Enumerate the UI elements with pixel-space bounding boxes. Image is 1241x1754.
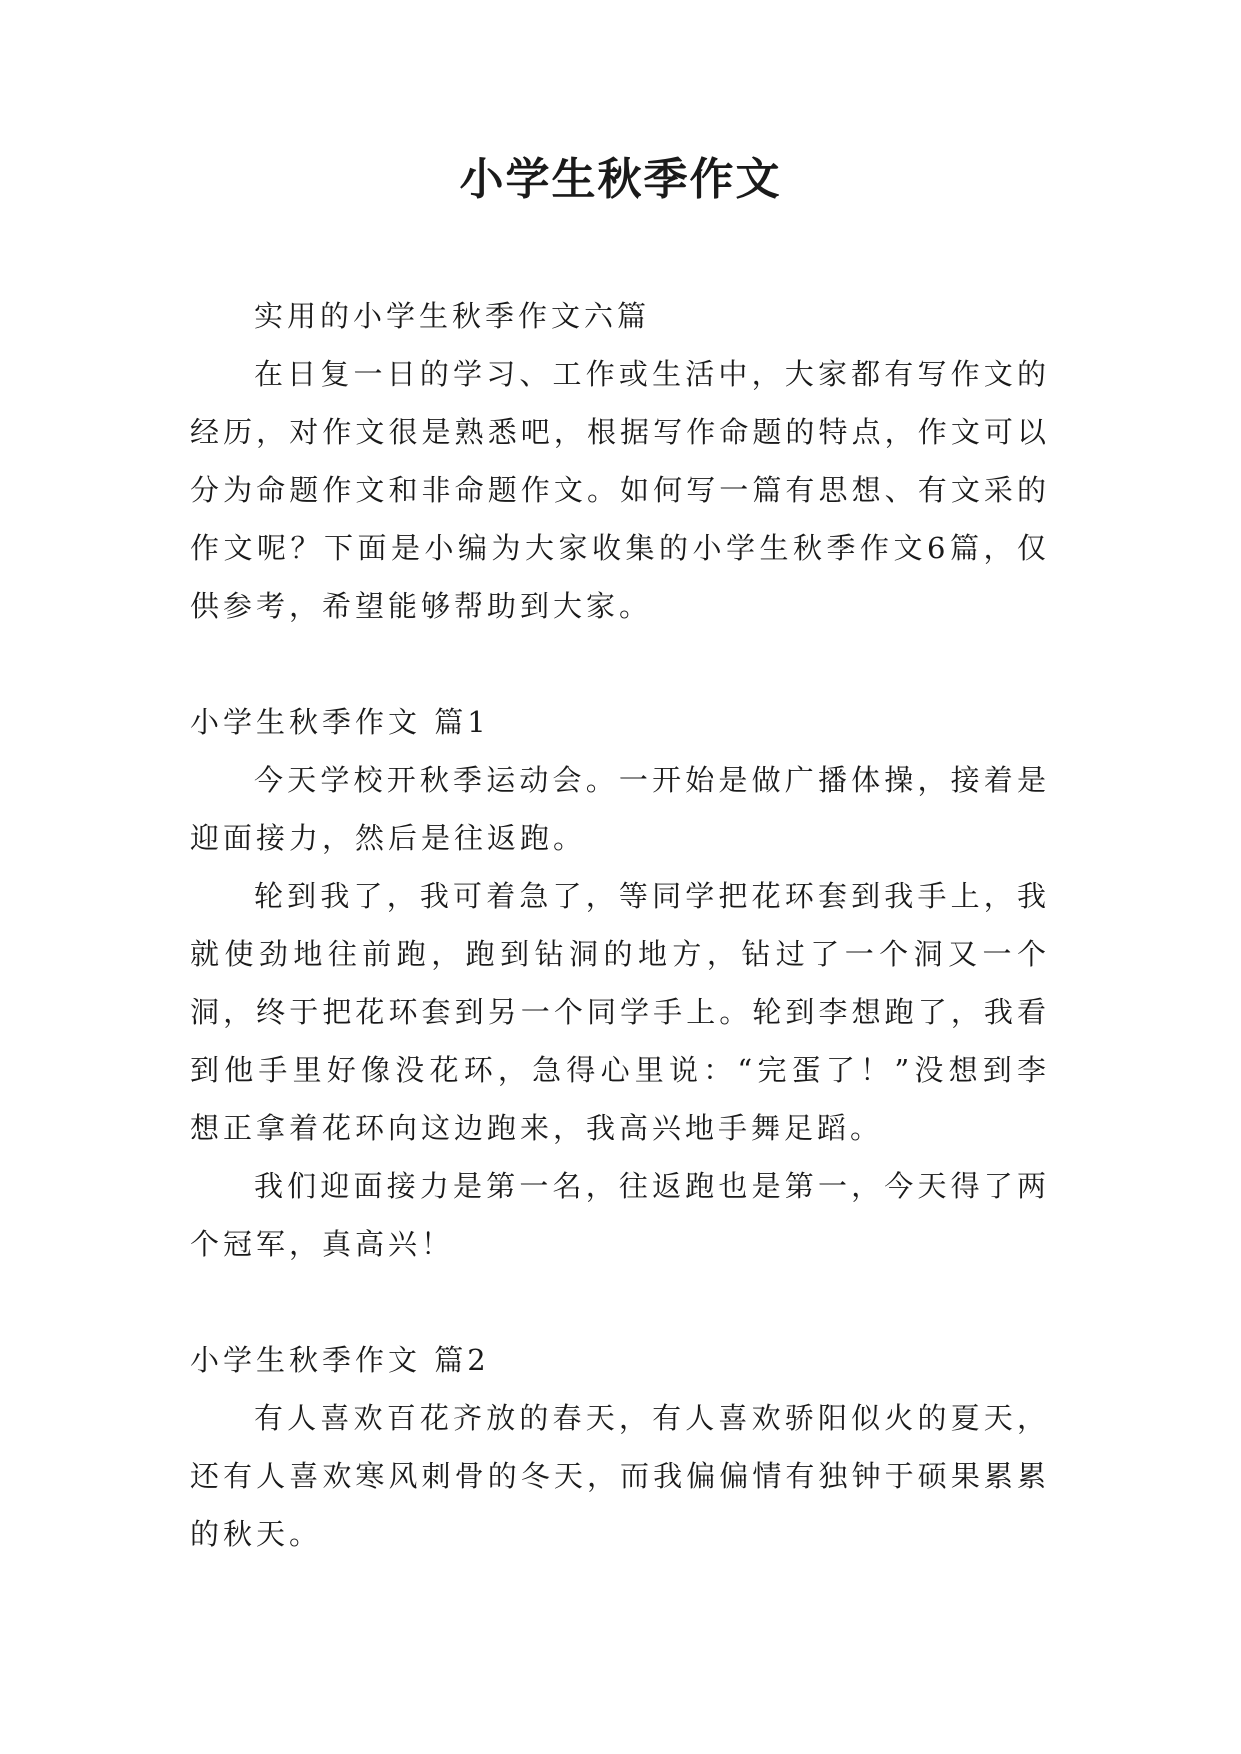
section-gap — [190, 1273, 1050, 1331]
document-subtitle: 实用的小学生秋季作文六篇 — [254, 299, 651, 333]
section-1-paragraph-1: 今天学校开秋季运动会。一开始是做广播体操，接着是迎面接力，然后是往返跑。 — [190, 763, 1050, 855]
section-1-paragraph-3: 我们迎面接力是第一名，往返跑也是第一，今天得了两个冠军，真高兴！ — [190, 1169, 1050, 1261]
document-title: 小学生秋季作文 — [459, 154, 782, 205]
section-heading-2: 小学生秋季作文 篇2 — [190, 1343, 490, 1377]
section-2-paragraph-1: 有人喜欢百花齐放的春天，有人喜欢骄阳似火的夏天，还有人喜欢寒风刺骨的冬天，而我偏偏情有独钟于硕果累累的秋天。 — [190, 1401, 1050, 1551]
document-body — [190, 287, 1050, 1563]
section-1-paragraph-2: 轮到我了，我可着急了，等同学把花环套到我手上，我就使劲地往前跑，跑到钻洞的地方，钻过了一个洞又一个洞，终于把花环套到另一个同学手上。轮到李想跑了，我看到他手里好像没花环，急得心里说：“完蛋了！”没想到李想正拿着花环向这边跑来，我高兴地手舞足蹈。 — [190, 879, 1050, 1145]
intro-paragraph: 在日复一日的学习、工作或生活中，大家都有写作文的经历，对作文很是熟悉吧，根据写作命题的特点，作文可以分为命题作文和非命题作文。如何写一篇有思想、有文采的作文呢？下面是小编为大家收集的小学生秋季作文6篇，仅供参考，希望能够帮助到大家。 — [190, 357, 1050, 623]
section-gap — [190, 635, 1050, 693]
section-heading-1: 小学生秋季作文 篇1 — [190, 705, 490, 739]
